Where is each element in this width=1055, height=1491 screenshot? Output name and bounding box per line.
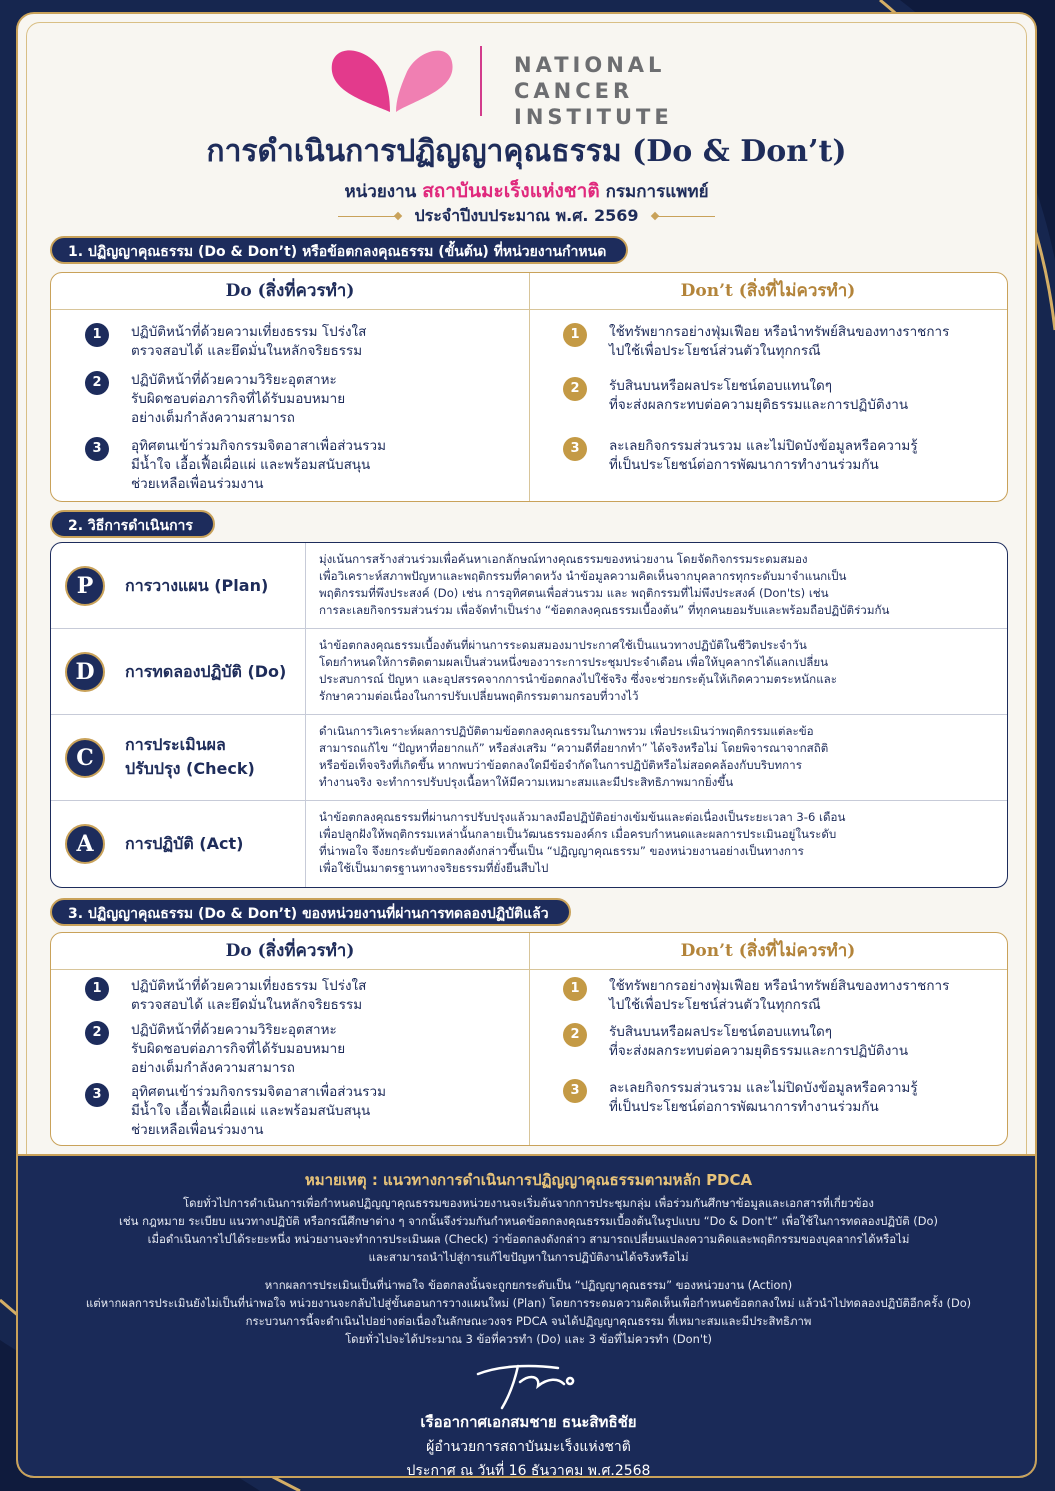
pdca-table bbox=[50, 542, 1008, 888]
dont-item-text: รับสินบนหรือผลประโยชน์ตอบแทนใดๆ ที่จะส่งผลกระทบต่อความยุติธรรมและการปฏิบัติงาน bbox=[609, 378, 909, 413]
pdca-letter-badge: C bbox=[65, 738, 105, 778]
pdca-label: การปฏิบัติ (Act) bbox=[125, 834, 244, 853]
pdca-description: นำข้อตกลงคุณธรรมที่ผ่านการปรับปรุงแล้วมาลงมือปฏิบัติอย่างเข้มข้นและต่อเนื่องเป็นระยะเวลา 3-6 เดือน เพื่อปลูกฝังให้พฤติกรรมเหล่านั้นกลายเป็นวัฒนธรรมองค์กร เมื่อครบกำหนดและผลการประเมินอยู่ในระดับ ที่น่าพอใจ จึงยกระดับข้อตกลงดังกล่าวขึ้นเป็น “ปฏิญญาคุณธรรม” ของหน่วยงานอย่างเป็นทางการ เพื่อใช้เป็นมาตรฐานทางจริยธรรมที่ยั่งยืนสืบไป bbox=[319, 810, 846, 875]
pdca-label: การประเมินผล ปรับปรุง (Check) bbox=[125, 735, 255, 778]
do-item-text: ปฏิบัติหน้าที่ด้วยความวิริยะอุตสาหะ รับผิดชอบต่อภารกิจที่ได้รับมอบหมาย อย่างเต็มกำลังความสามารถ bbox=[131, 1022, 346, 1076]
section3-dont-head: Don’t (สิ่งที่ไม่ควรทำ) bbox=[529, 933, 1007, 970]
pdca-label: การทดลองปฏิบัติ (Do) bbox=[125, 662, 287, 681]
dont-item-text: ใช้ทรัพยากรอย่างฟุ่มเฟือย หรือนำทรัพย์สินของทางราชการ ไปใช้เพื่อประโยชน์ส่วนตัวในทุกกรณี bbox=[609, 324, 950, 359]
pdca-description: นำข้อตกลงคุณธรรมเบื้องต้นที่ผ่านการระดมสมองมาประกาศใช้เป็นแนวทางปฏิบัติในชีวิตประจำวัน โดยกำหนดให้การติดตามผลเป็นส่วนหนึ่งของวาระการประชุมประจำเดือน เพื่อให้บุคลากรได้แลกเปลี่ยน ประสบการณ์ ปัญหา และอุปสรรคจากการนำข้อตกลงไปใช้จริง ซึ่งจะช่วยกระตุ้นให้เกิดความตระหนักและ รักษาความต่อเนื่องในการปรับเปลี่ยนพฤติกรรมตามกรอบที่วางไว้ bbox=[319, 638, 837, 703]
do-number-badge: 3 bbox=[85, 1083, 109, 1107]
do-item-text: ปฏิบัติหน้าที่ด้วยความเที่ยงธรรม โปร่งใส ตรวจสอบได้ และยึดมั่นในหลักจริยธรรม bbox=[131, 324, 367, 359]
logo-line-3: INSTITUTE bbox=[514, 105, 673, 129]
subtitle-prefix: หน่วยงาน bbox=[344, 182, 417, 202]
note-title: หมายเหตุ : แนวทางการดำเนินการปฏิญญาคุณธรรมตามหลัก PDCA bbox=[304, 1171, 753, 1189]
section1-box bbox=[50, 272, 1008, 502]
dont-item-text: ละเลยกิจกรรมส่วนรวม และไม่ปิดบังข้อมูลหรือความรู้ ที่เป็นประโยชน์ต่อการพัฒนาการทำงานร่วมกัน bbox=[609, 438, 918, 473]
do-item-text: ปฏิบัติหน้าที่ด้วยความเที่ยงธรรม โปร่งใส ตรวจสอบได้ และยึดมั่นในหลักจริยธรรม bbox=[131, 978, 367, 1013]
pdca-left-cell bbox=[51, 801, 306, 887]
section3-dont-column bbox=[529, 933, 1007, 1145]
pdca-row-do bbox=[51, 629, 1007, 715]
butterfly-logo-icon bbox=[318, 42, 468, 118]
do-item-text: อุทิศตนเข้าร่วมกิจกรรมจิตอาสาเพื่อส่วนรวม มีน้ำใจ เอื้อเฟื้อเผื่อแผ่ และพร้อมสนับสนุน ช่วยเหลือเพื่อนร่วมงาน bbox=[131, 438, 386, 492]
do-number-badge: 2 bbox=[85, 1021, 109, 1045]
pdca-letter-badge: A bbox=[65, 824, 105, 864]
page-title: การดำเนินการปฏิญญาคุณธรรม (Do & Don’t) bbox=[206, 134, 847, 169]
pdca-left-cell bbox=[51, 543, 306, 628]
pdca-row-check bbox=[51, 715, 1007, 801]
section3-dont-item bbox=[563, 1023, 995, 1061]
logo-area bbox=[18, 34, 1035, 129]
dont-item-text: ใช้ทรัพยากรอย่างฟุ่มเฟือย หรือนำทรัพย์สินของทางราชการ ไปใช้เพื่อประโยชน์ส่วนตัวในทุกกรณี bbox=[609, 978, 950, 1013]
section2-title: 2. วิธีการดำเนินการ bbox=[50, 510, 215, 538]
section1-title: 1. ปฏิญญาคุณธรรม (Do & Don’t) หรือข้อตกลงคุณธรรม (ขั้นต้น) ที่หน่วยงานกำหนด bbox=[50, 236, 628, 264]
dont-number-badge: 1 bbox=[563, 323, 587, 347]
note-section bbox=[18, 1154, 1037, 1478]
section1-do-head: Do (สิ่งที่ควรทำ) bbox=[51, 273, 529, 310]
dont-item-text: รับสินบนหรือผลประโยชน์ตอบแทนใดๆ ที่จะส่งผลกระทบต่อความยุติธรรมและการปฏิบัติงาน bbox=[609, 1024, 909, 1059]
signer-name: เรืออากาศเอกสมชาย ธนะสิทธิชัย bbox=[420, 1413, 637, 1431]
pdca-row-plan bbox=[51, 543, 1007, 629]
section1-dont-head: Don’t (สิ่งที่ไม่ควรทำ) bbox=[529, 273, 1007, 310]
fiscal-year-row bbox=[18, 204, 1035, 229]
note-paragraph-2: หากผลการประเมินเป็นที่น่าพอใจ ข้อตกลงนั้นจะถูกยกระดับเป็น “ปฏิญญาคุณธรรม” ของหน่วยงาน (Action) แต่หากผลการประเมินยังไม่เป็นที่น่าพอใจ หน่วยงานจะกลับไปสู่ขั้นตอนการวางแผนใหม่ (Plan) โดยการระดมความคิดเห็นเพื่อกำหนดข้อตกลงใหม่ แล้วนำไปทดลองปฏิบัติอีกครั้ง (Do) กระบวนการนี้จะดำเนินไปอย่างต่อเนื่องในลักษณะวงจร PDCA จนได้ปฏิญญาคุณธรรม ที่เหมาะสมและมีประสิทธิภาพ โดยทั่วไปจะได้ประมาณ 3 ข้อที่ควรทำ (Do) และ 3 ข้อที่ไม่ควรทำ (Don't) bbox=[85, 1278, 972, 1346]
section3-do-item bbox=[85, 1083, 517, 1140]
section3-dont-item bbox=[563, 977, 995, 1015]
poster-card bbox=[16, 12, 1037, 1478]
section3-do-item bbox=[85, 1021, 517, 1078]
dont-number-badge: 3 bbox=[563, 437, 587, 461]
do-item-text: ปฏิบัติหน้าที่ด้วยความวิริยะอุตสาหะ รับผิดชอบต่อภารกิจที่ได้รับมอบหมาย อย่างเต็มกำลังความสามารถ bbox=[131, 372, 346, 426]
pdca-description: มุ่งเน้นการสร้างส่วนร่วมเพื่อค้นหาเอกลักษณ์ทางคุณธรรมของหน่วยงาน โดยจัดกิจกรรมระดมสมอง เพื่อวิเคราะห์สภาพปัญหาและพฤติกรรมที่คาดหวัง นำข้อมูลความคิดเห็นจากบุคลากรทุกระดับมาจำแนกเป็น พฤติกรรมที่พึงประสงค์ (Do) เช่น การอุทิศตนเพื่อส่วนรวม และ พฤติกรรมที่ไม่พึงประสงค์ (Don'ts) เช่น การละเลยกิจกรรมส่วนร่วม เพื่อจัดทำเป็นร่าง “ข้อตกลงคุณธรรมเบื้องต้น” ที่ทุกคนยอมรับและพร้อมถือปฏิบัติร่วมกัน bbox=[319, 552, 890, 617]
logo-separator bbox=[480, 46, 482, 116]
do-number-badge: 1 bbox=[85, 323, 109, 347]
pdca-left-cell bbox=[51, 715, 306, 800]
section1-do-column bbox=[51, 273, 530, 501]
fiscal-year: ประจำปีงบประมาณ พ.ศ. 2569 bbox=[414, 206, 639, 225]
section3-box bbox=[50, 932, 1008, 1146]
logo-line-1: NATIONAL bbox=[514, 53, 666, 77]
do-item-text: อุทิศตนเข้าร่วมกิจกรรมจิตอาสาเพื่อส่วนรวม มีน้ำใจ เอื้อเฟื้อเผื่อแผ่ และพร้อมสนับสนุน ช่วยเหลือเพื่อนร่วมงาน bbox=[131, 1084, 386, 1138]
pdca-letter-badge: P bbox=[65, 566, 105, 606]
signer-position: ผู้อำนวยการสถาบันมะเร็งแห่งชาติ bbox=[426, 1439, 631, 1455]
dont-item-text: ละเลยกิจกรรมส่วนรวม และไม่ปิดบังข้อมูลหรือความรู้ ที่เป็นประโยชน์ต่อการพัฒนาการทำงานร่วมกัน bbox=[609, 1080, 918, 1115]
dont-number-badge: 2 bbox=[563, 377, 587, 401]
pdca-label: การวางแผน (Plan) bbox=[125, 576, 269, 595]
dont-number-badge: 2 bbox=[563, 1023, 587, 1047]
ornament-left bbox=[338, 216, 398, 217]
section1-dont-item bbox=[563, 437, 995, 475]
section1-do-item bbox=[85, 323, 517, 361]
section3-do-item bbox=[85, 977, 517, 1015]
pdca-letter-badge: D bbox=[65, 652, 105, 692]
section1-dont-item bbox=[563, 377, 995, 415]
dont-number-badge: 3 bbox=[563, 1079, 587, 1103]
do-number-badge: 3 bbox=[85, 437, 109, 461]
section1-do-item bbox=[85, 437, 517, 494]
logo-line-2: CANCER bbox=[514, 79, 634, 103]
section1-dont-item bbox=[563, 323, 995, 361]
announcement-date: ประกาศ ณ วันที่ 16 ธันวาคม พ.ศ.2568 bbox=[406, 1463, 651, 1478]
pdca-left-cell bbox=[51, 629, 306, 714]
section1-do-item bbox=[85, 371, 517, 428]
section3-dont-item bbox=[563, 1079, 995, 1117]
pdca-description: ดำเนินการวิเคราะห์ผลการปฏิบัติตามข้อตกลงคุณธรรมในภาพรวม เพื่อประเมินว่าพฤติกรรมแต่ละข้อ สามารถแก้ไข “ปัญหาที่อยากแก้” หรือส่งเสริม “ความดีที่อยากทำ” ได้จริงหรือไม่ โดยพิจารณาจากสถิติ หรือข้อเท็จจริงที่เกิดขึ้น หากพบว่าข้อตกลงใดมีข้อจำกัดในการปฏิบัติหรือไม่สอดคล้องกับบริบทการ ทำงานจริง จะทำการปรับปรุงเนื้อหาให้มีความเหมาะสมและมีประสิทธิภาพมากยิ่งขึ้น bbox=[319, 724, 829, 789]
section3-do-column bbox=[51, 933, 530, 1145]
do-number-badge: 2 bbox=[85, 371, 109, 395]
section1-dont-column bbox=[529, 273, 1007, 501]
section3-do-head: Do (สิ่งที่ควรทำ) bbox=[51, 933, 529, 970]
dont-number-badge: 1 bbox=[563, 977, 587, 1001]
signature-icon bbox=[458, 1354, 598, 1414]
ornament-right bbox=[655, 216, 715, 217]
page-subtitle bbox=[18, 176, 1035, 206]
note-paragraph-1: โดยทั่วไปการดำเนินการเพื่อกำหนดปฏิญญาคุณธรรมของหน่วยงานจะเริ่มต้นจากการประชุมกลุ่ม เพื่อร่วมกันศึกษาข้อมูลและเอกสารที่เกี่ยวข้อง เช่น กฎหมาย ระเบียบ แนวทางปฏิบัติ หรือกรณีศึกษาต่าง ๆ จากนั้นจึงร่วมกันกำหนดข้อตกลงคุณธรรมเบื้องต้นในรูปแบบ “Do & Don't” เพื่อใช้ในการทดลองปฏิบัติ (Do) เมื่อดำเนินการไปได้ระยะหนึ่ง หน่วยงานจะทำการประเมินผล (Check) ว่าข้อตกลงดังกล่าว สามารถเปลี่ยนแปลงความคิดและพฤติกรรมของบุคลากรได้หรือไม่ และสามารถนำไปสู่การแก้ไขปัญหาในการปฏิบัติงานได้จริงหรือไม่ bbox=[119, 1196, 938, 1264]
section3-title: 3. ปฏิญญาคุณธรรม (Do & Don’t) ของหน่วยงานที่ผ่านการทดลองปฏิบัติแล้ว bbox=[50, 898, 571, 926]
do-number-badge: 1 bbox=[85, 977, 109, 1001]
pdca-row-act bbox=[51, 801, 1007, 887]
subtitle-suffix: กรมการแพทย์ bbox=[605, 182, 709, 202]
subtitle-org: สถาบันมะเร็งแห่งชาติ bbox=[422, 180, 600, 202]
logo-wordmark bbox=[514, 52, 673, 130]
